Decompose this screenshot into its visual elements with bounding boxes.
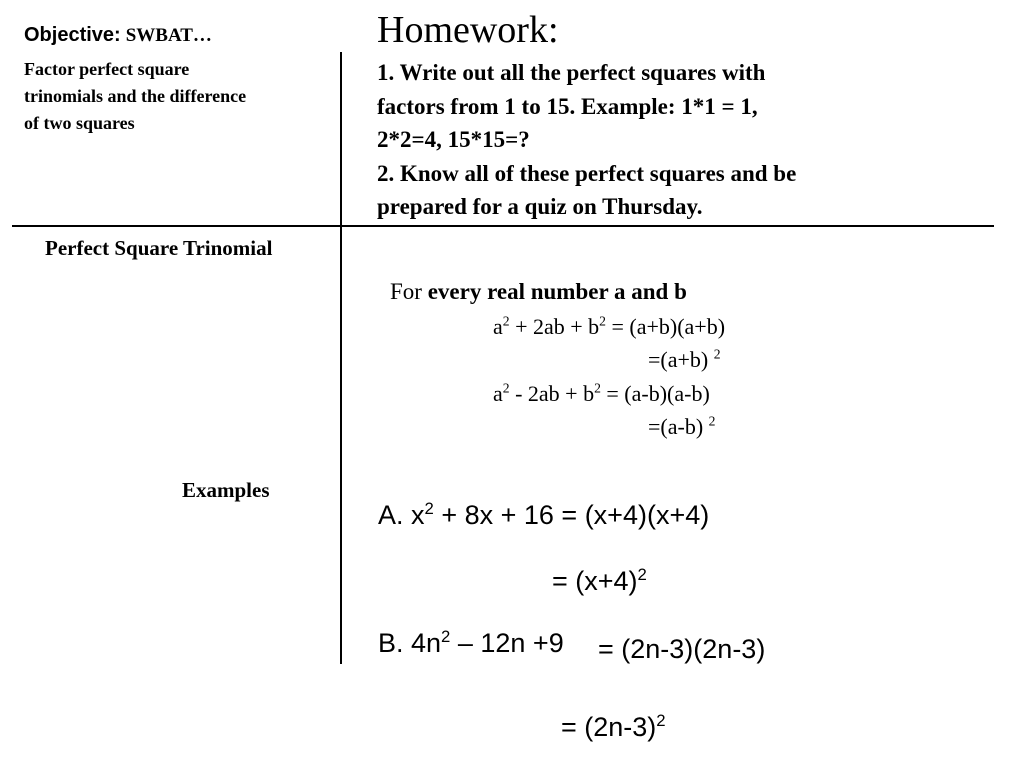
- example-a-result: [552, 566, 647, 597]
- rule-intro-plain: For: [390, 279, 428, 304]
- example-term: B. 4n: [378, 628, 442, 658]
- formula-term: + 2ab + b: [509, 314, 600, 339]
- formula-difference-square: [493, 381, 710, 407]
- exponent: 2: [708, 413, 716, 429]
- swbat-label: SWBAT…: [125, 25, 212, 46]
- perfect-square-trinomial-heading: Perfect Square Trinomial: [45, 236, 273, 260]
- exponent: 2: [637, 565, 647, 584]
- homework-line: 2*2=4, 15*15=?: [377, 127, 530, 152]
- formula-sum-square: [493, 314, 725, 340]
- exponent: 2: [713, 346, 721, 362]
- formula-term: - 2ab + b: [509, 381, 595, 406]
- example-term: = (x+4): [552, 566, 638, 596]
- formula-term: =(a-b): [648, 414, 709, 439]
- formula-term: a: [493, 381, 503, 406]
- example-term: + 8x + 16 = (x+4)(x+4): [433, 500, 710, 530]
- objective-line: Factor perfect square: [24, 59, 190, 79]
- formula-sum-square-compact: [648, 347, 721, 373]
- exponent: 2: [441, 627, 451, 646]
- example-b-result: [561, 712, 666, 743]
- homework-line: prepared for a quiz on Thursday.: [377, 194, 703, 219]
- rule-intro-bold: every real number a and b: [427, 279, 687, 304]
- vertical-divider: [340, 52, 342, 664]
- horizontal-divider: [12, 225, 994, 227]
- exponent: 2: [656, 711, 666, 730]
- exponent: 2: [424, 499, 434, 518]
- rule-intro: [390, 279, 687, 305]
- example-term: A. x: [378, 500, 425, 530]
- objective-label: Objective:: [24, 24, 121, 46]
- example-a: [378, 500, 709, 531]
- example-b-factored: = (2n-3)(2n-3): [598, 634, 766, 664]
- exponent: 2: [502, 313, 510, 329]
- example-b: [378, 628, 564, 659]
- homework-line: 1. Write out all the perfect squares with: [377, 60, 766, 85]
- homework-line: factors from 1 to 15. Example: 1*1 = 1,: [377, 93, 758, 119]
- formula-term: = (a+b)(a+b): [605, 314, 726, 339]
- example-term: = (2n-3): [561, 712, 657, 742]
- exponent: 2: [594, 380, 601, 396]
- examples-heading: Examples: [182, 478, 270, 502]
- homework-title: Homework:: [377, 9, 559, 51]
- formula-term: = (a-b)(a-b): [600, 381, 710, 406]
- formula-term: =(a+b): [648, 347, 714, 372]
- formula-term: a: [493, 314, 503, 339]
- objective-heading: [24, 24, 212, 47]
- objective-line: of two squares: [24, 113, 135, 133]
- homework-line: 2. Know all of these perfect squares and be: [377, 160, 797, 186]
- objective-line: trinomials and the difference: [24, 86, 247, 106]
- exponent: 2: [502, 380, 510, 396]
- formula-difference-square-compact: [648, 414, 715, 440]
- objective-text: [24, 56, 246, 137]
- homework-text: [377, 56, 796, 224]
- exponent: 2: [599, 313, 606, 329]
- example-term: – 12n +9: [450, 628, 564, 658]
